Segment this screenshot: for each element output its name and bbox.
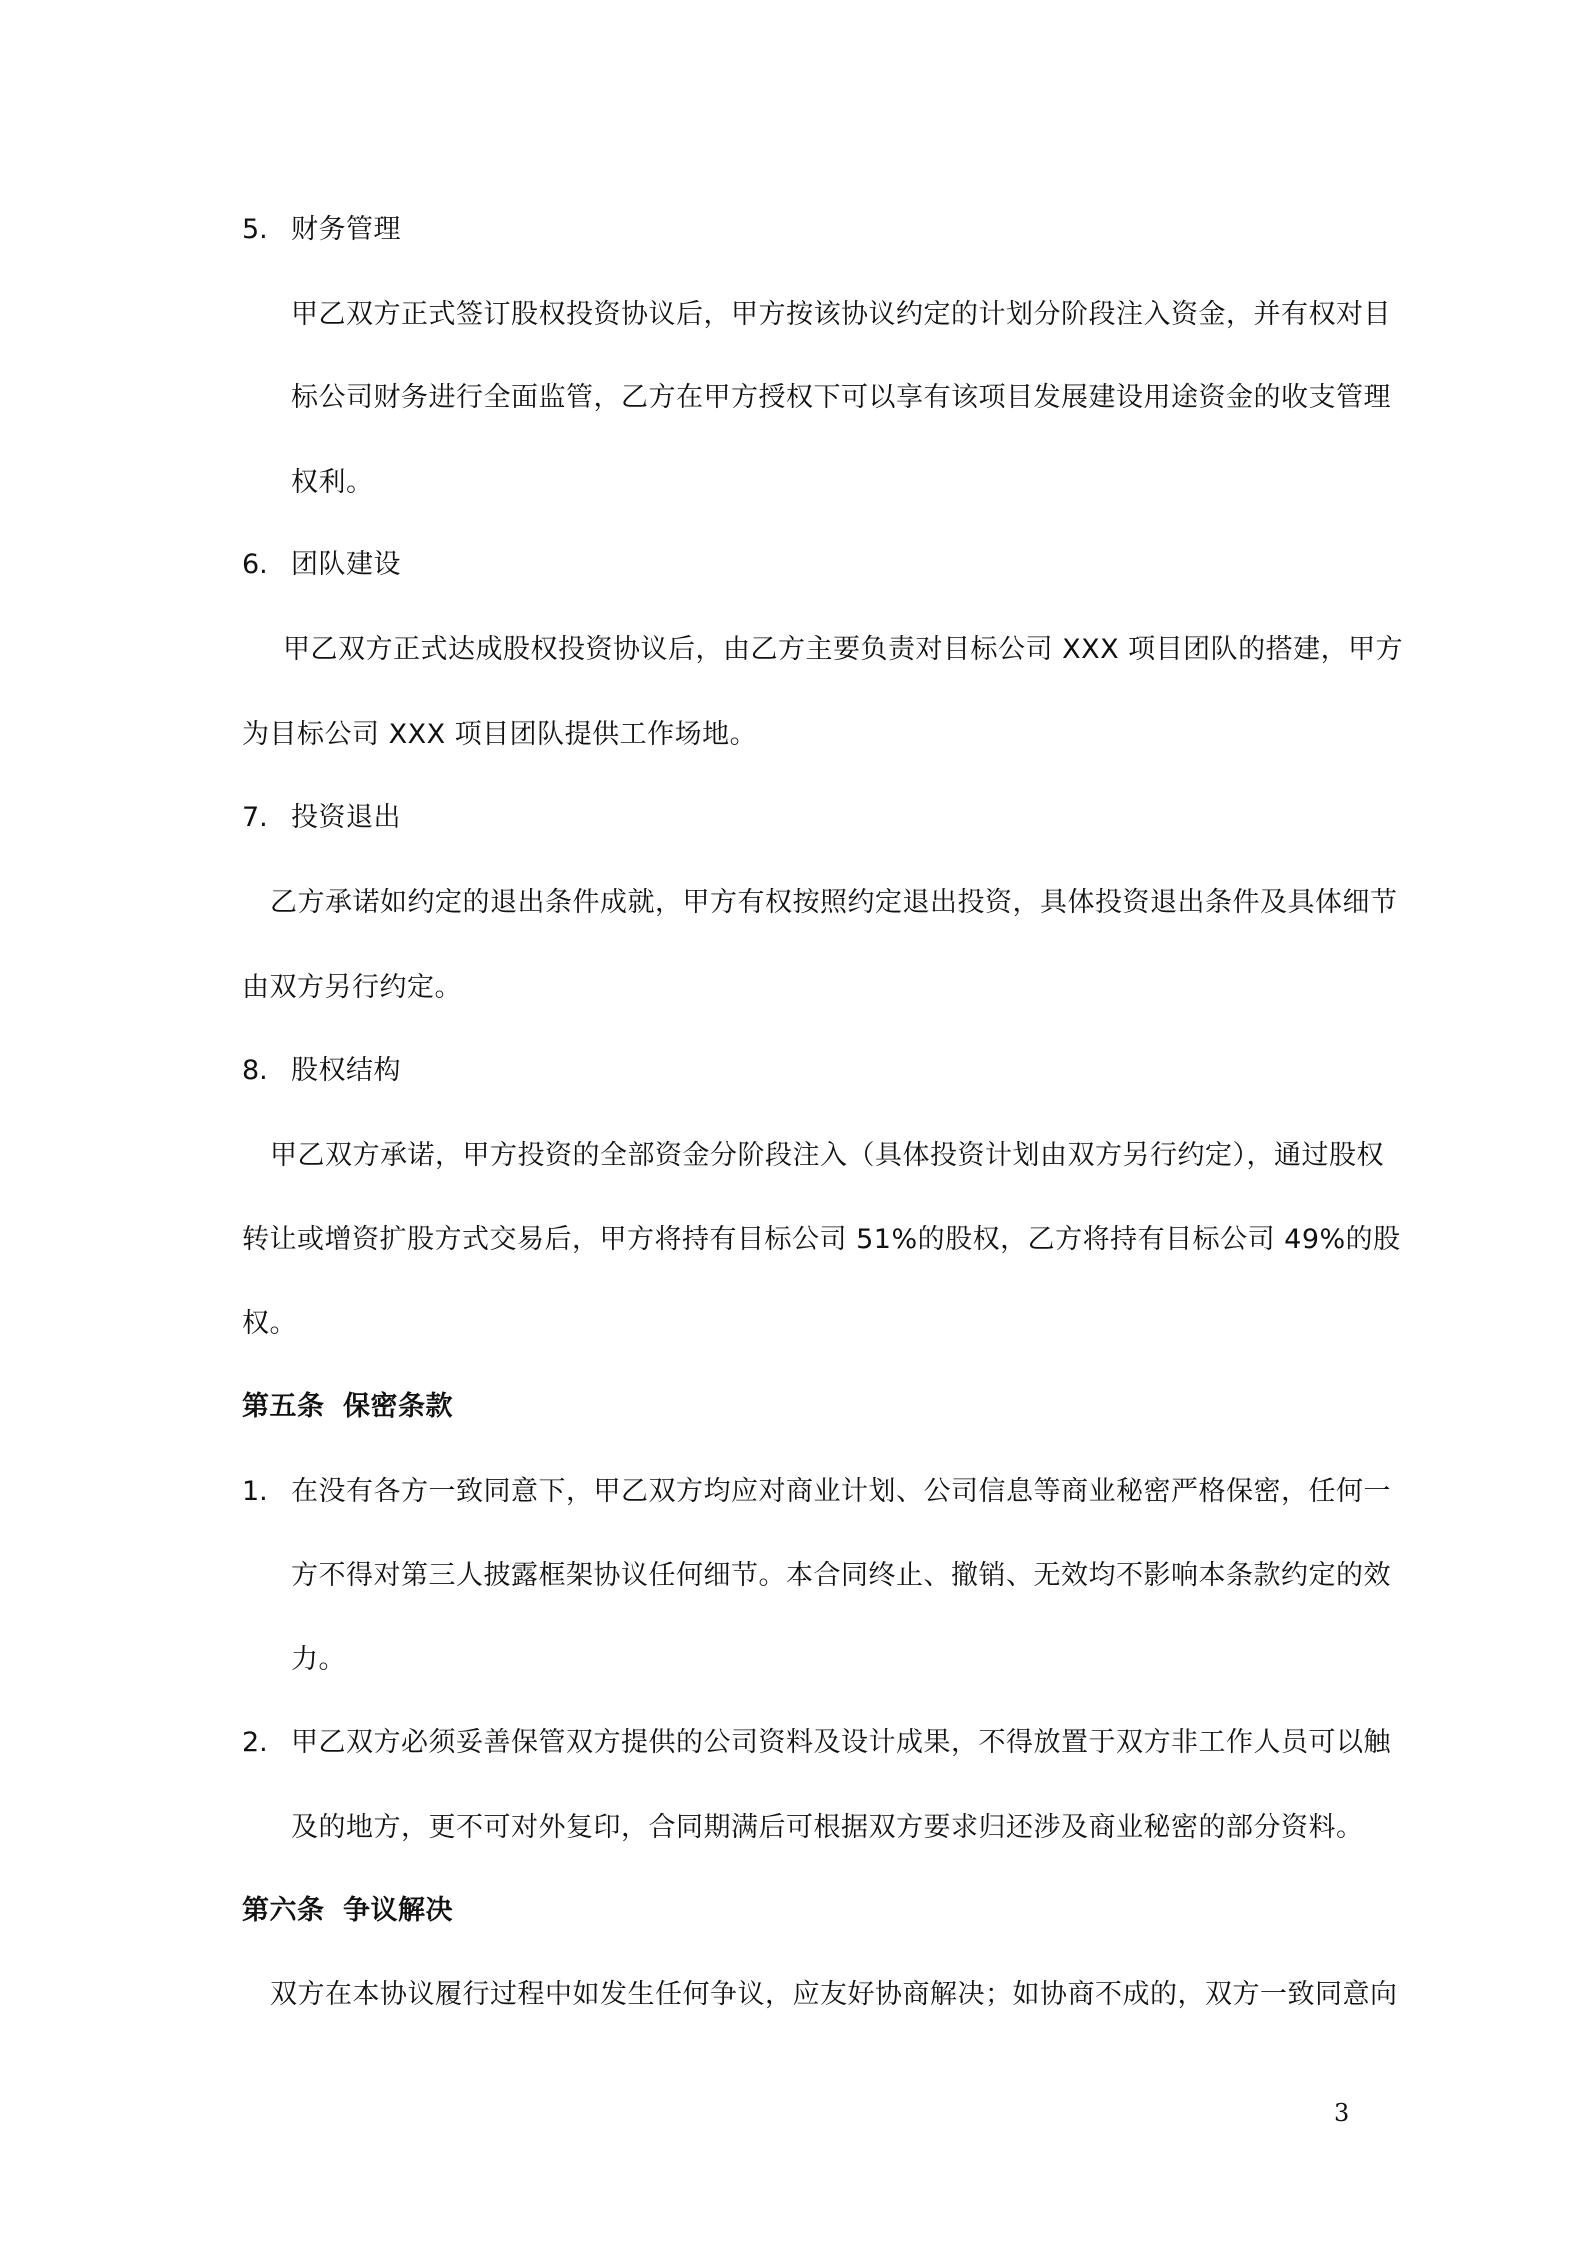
paragraph-line: 权。: [242, 1308, 297, 1339]
paragraph-line: 甲乙双方正式签订股权投资协议后，甲方按该协议约定的计划分阶段注入资金，并有权对目: [291, 299, 1391, 330]
section-title: 财务管理: [291, 214, 401, 245]
section-title: 团队建设: [291, 549, 401, 580]
article-label: 第六条: [242, 1895, 325, 1926]
paragraph-line: 转让或增资扩股方式交易后，甲方将持有目标公司 51%的股权，乙方将持有目标公司 49%的股: [242, 1224, 1401, 1255]
section-number: 5.: [242, 214, 268, 245]
paragraph-line: 甲乙双方正式达成股权投资协议后，由乙方主要负责对目标公司 XXX 项目团队的搭建，甲方: [283, 634, 1404, 665]
article-label: 第五条: [242, 1391, 325, 1422]
paragraph-line: 甲乙双方承诺，甲方投资的全部资金分阶段注入（具体投资计划由双方另行约定），通过股权: [270, 1140, 1384, 1171]
page-number: 3: [1334, 2099, 1350, 2127]
paragraph-line: 乙方承诺如约定的退出条件成就，甲方有权按照约定退出投资，具体投资退出条件及具体细节: [270, 887, 1398, 918]
section-title: 股权结构: [291, 1055, 401, 1086]
list-item-number: 1.: [242, 1476, 268, 1507]
list-item-number: 2.: [242, 1727, 268, 1758]
section-number: 7.: [242, 802, 268, 833]
list-item-line: 方不得对第三人披露框架协议任何细节。本合同终止、撤销、无效均不影响本条款约定的效: [291, 1560, 1391, 1591]
list-item-line: 力。: [291, 1644, 346, 1675]
list-item-line: 甲乙双方必须妥善保管双方提供的公司资料及设计成果，不得放置于双方非工作人员可以触: [291, 1727, 1391, 1758]
article-title: 保密条款: [343, 1391, 453, 1422]
paragraph-line: 由双方另行约定。: [242, 972, 462, 1003]
list-item-line: 及的地方，更不可对外复印，合同期满后可根据双方要求归还涉及商业秘密的部分资料。: [291, 1812, 1364, 1843]
paragraph-line: 标公司财务进行全面监管，乙方在甲方授权下可以享有该项目发展建设用途资金的收支管理: [291, 382, 1391, 413]
section-number: 6.: [242, 549, 268, 580]
section-title: 投资退出: [291, 802, 401, 833]
section-number: 8.: [242, 1055, 268, 1086]
paragraph-line: 权利。: [291, 467, 374, 498]
article-title: 争议解决: [343, 1895, 453, 1926]
paragraph-line: 双方在本协议履行过程中如发生任何争议，应友好协商解决；如协商不成的，双方一致同意向: [270, 1979, 1398, 2010]
list-item-line: 在没有各方一致同意下，甲乙双方均应对商业计划、公司信息等商业秘密严格保密，任何一: [291, 1476, 1391, 1507]
paragraph-line: 为目标公司 XXX 项目团队提供工作场地。: [242, 719, 758, 750]
